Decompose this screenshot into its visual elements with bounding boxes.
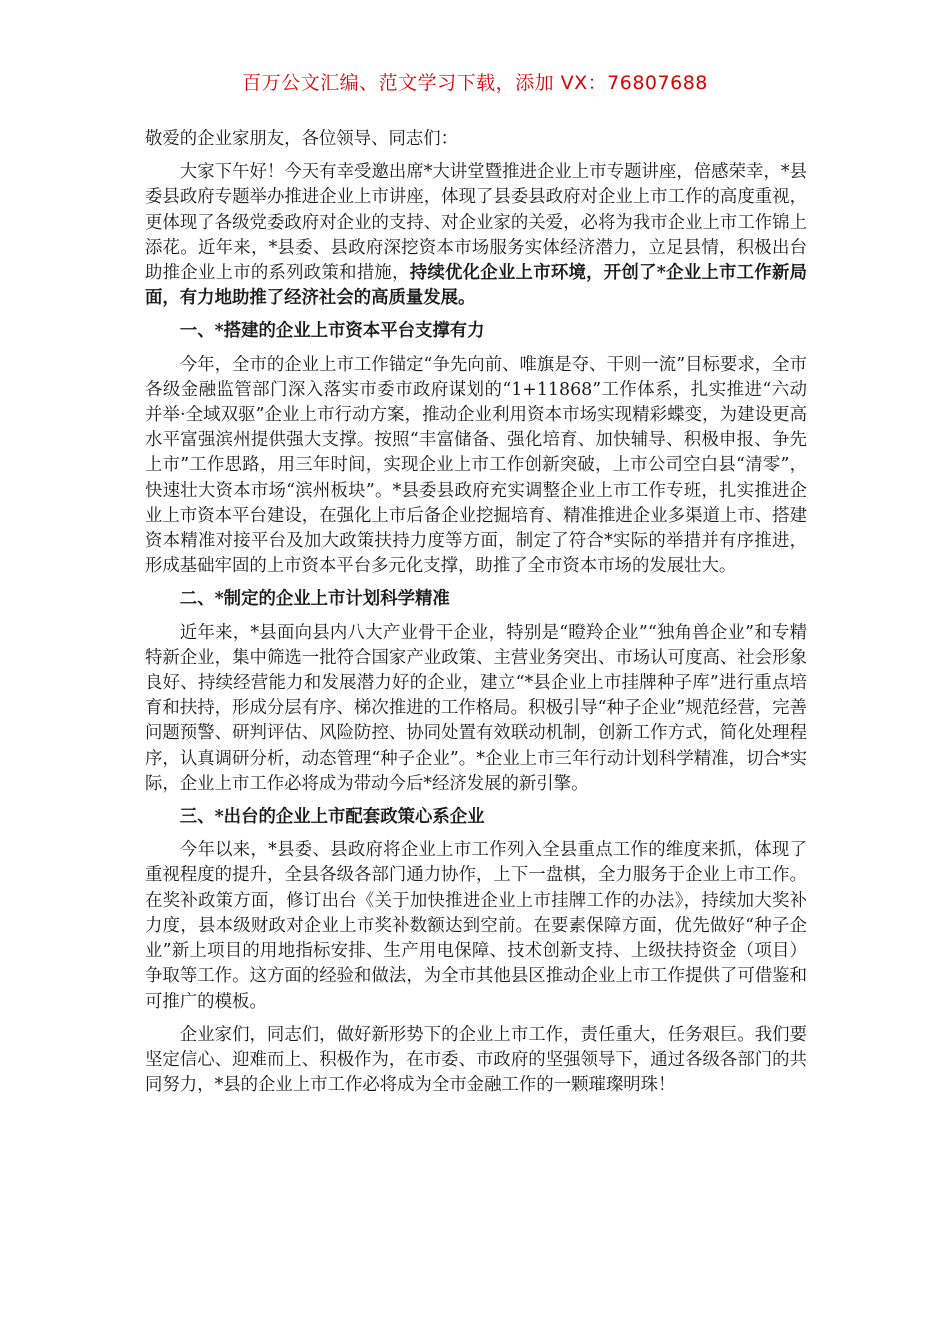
section3-heading: 三、*出台的企业上市配套政策心系企业 <box>179 807 485 828</box>
closing-paragraph: 企业家们，同志们，做好新形势下的企业上市工作，责任重大，任务艰巨。我们要坚定信心、迎难而上、积极作为，在市委、市政府的坚强领导下，通过各级各部门的共同努力，*县的企业上市工作必将成为全市金融工作的一颗璀璨明珠！ <box>145 1024 807 1096</box>
section2-heading: 二、*制定的企业上市计划科学精准 <box>179 589 450 610</box>
section1-heading: 一、*搭建的企业上市资本平台支撑有力 <box>179 321 485 342</box>
intro-paragraph <box>145 160 807 311</box>
intro-text: 大家下午好！今天有幸受邀出席*大讲堂暨推进企业上市专题讲座，倍感荣幸，*县委县政府专题举办推进企业上市讲座，体现了县委县政府对企业上市工作的高度重视，更体现了各级党委政府对企业的支持、对企业家的关爱，必将为我市企业上市工作锦上添花。近年来，*县委、县政府深挖资本市场服务实体经济潜力，立足县情，积极出台助推企业上市的系列政策和措施， <box>145 162 807 284</box>
header-title: 百万公文汇编、范文学习下载，添加 VX：76807688 <box>242 72 708 94</box>
document-body <box>145 127 807 1098</box>
section1-paragraph: 今年，全市的企业上市工作锚定“争先向前、唯旗是夺、干则一流”目标要求，全市各级金融监管部门深入落实市委市政府谋划的“1+11868”工作体系，扎实推进“六动并举·全域双驱”企业上市行动方案，推动企业利用资本市场实现精彩蝶变，为建设更高水平富强滨州提供强大支撑。按照“丰富储备、强化培育、加快辅导、积极申报、争先上市”工作思路，用三年时间，实现企业上市工作创新突破，上市公司空白县“清零”，快速壮大资本市场“滨州板块”。*县委县政府充实调整企业上市工作专班，扎实推进企业上市资本平台建设，在强化上市后备企业挖掘培育、精准推进企业多渠道上市、搭建资本精准对接平台及加大政策扶持力度等方面，制定了符合*实际的举措并有序推进，形成基础牢固的上市资本平台多元化支撑，助推了全市资本市场的发展壮大。 <box>145 354 807 577</box>
section2-paragraph: 近年来，*县面向县内八大产业骨干企业，特别是“瞪羚企业”“独角兽企业”和专精特新企业，集中筛选一批符合国家产业政策、主营业务突出、市场认可度高、社会形象良好、持续经营能力和发展潜力好的企业，建立“*县企业上市挂牌种子库”进行重点培育和扶持，形成分层有序、梯次推进的工作格局。积极引导“种子企业”规范经营，完善问题预警、研判评估、风险防控、协同处置有效联动机制，创新工作方式，简化处理程序，认真调研分析，动态管理“种子企业”。*企业上市三年行动计划科学精准，切合*实际，企业上市工作必将成为带动今后*经济发展的新引擎。 <box>145 622 807 794</box>
intro-bold-text: 持续优化企业上市环境，开创了*企业上市工作新局面，有力地助推了经济社会的高质量发展。 <box>145 263 807 309</box>
salutation: 敬爱的企业家朋友，各位领导、同志们： <box>145 129 459 149</box>
section3-paragraph: 今年以来，*县委、县政府将企业上市工作列入全县重点工作的维度来抓，体现了重视程度的提升，全县各级各部门通力协作，上下一盘棋，全力服务于企业上市工作。在奖补政策方面，修订出台《关于加快推进企业上市挂牌工作的办法》，持续加大奖补力度，县本级财政对企业上市奖补数额达到空前。在要素保障方面，优先做好“种子企业”新上项目的用地指标安排、生产用电保障、技术创新支持、上级扶持资金（项目）争取等工作。这方面的经验和做法，为全市其他县区推动企业上市工作提供了可借鉴和可推广的模板。 <box>145 840 807 1012</box>
